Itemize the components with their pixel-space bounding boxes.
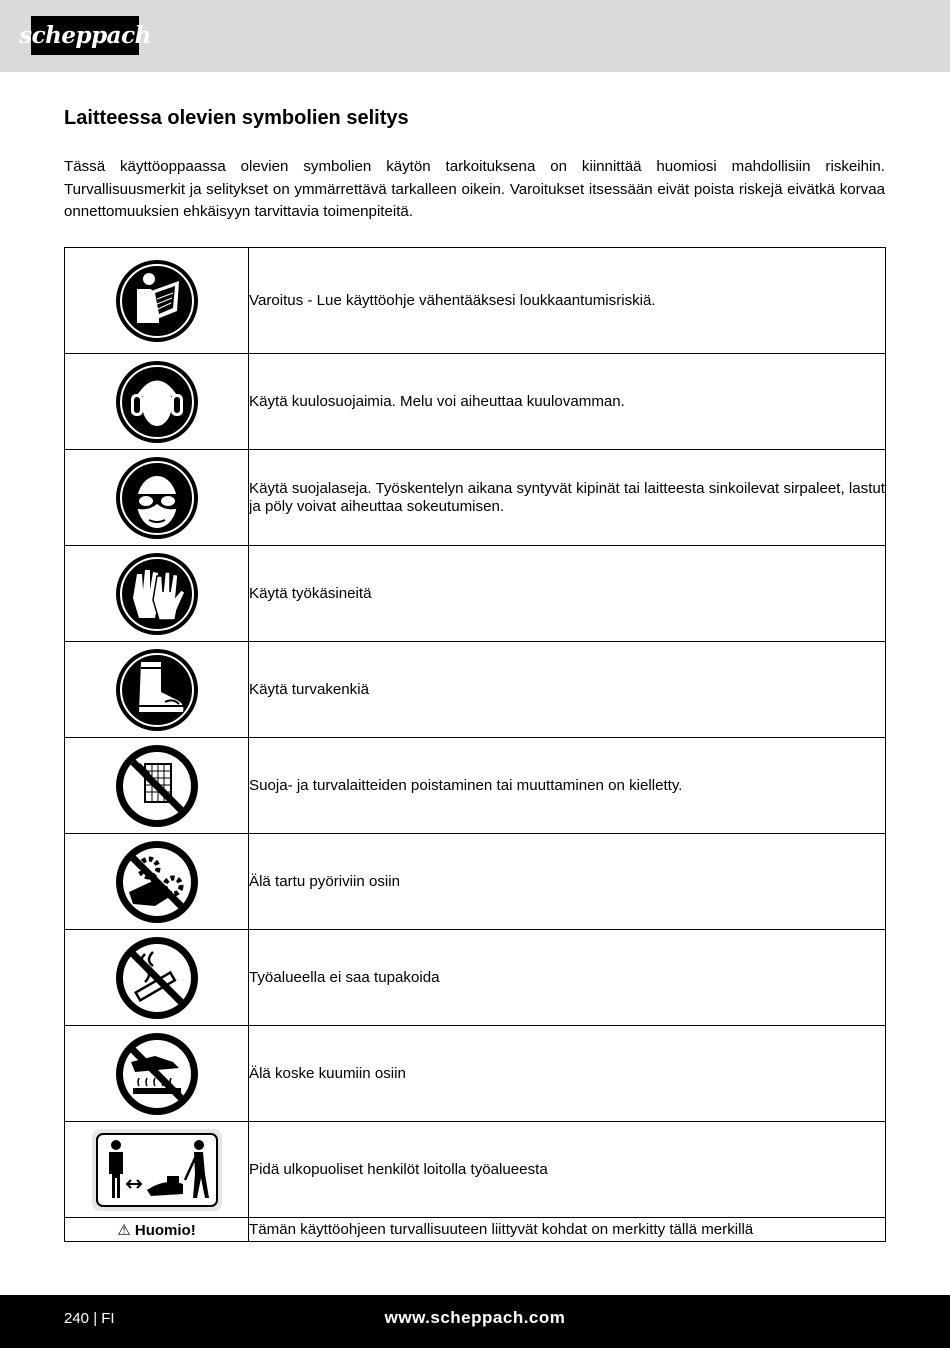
symbol-description: Käytä kuulosuojaimia. Melu voi aiheuttaa kuulovamman. [249,354,886,450]
symbol-icon-cell [65,1122,249,1218]
symbol-icon-cell [65,1026,249,1122]
symbol-icon-cell [65,738,249,834]
symbol-row [65,834,886,930]
intro-paragraph: Tässä käyttöoppaassa olevien symbolien käytön tarkoituksena on kiinnittää huomiosi mahdollisiin riskeihin. Turvallisuusmerkit ja selitykset on ymmärrettävä tarkalleen oikein. Varoitukset itsessään eivät poista riskejä eivätkä korvaa onnettomuuksien ehkäisyyn tarvittavia toimenpiteitä. [64,158,885,220]
symbol-row [65,450,886,546]
no-smoking-icon [115,936,199,1020]
symbol-icon-cell [65,248,249,354]
brand-logo-text: scheppach [19,22,151,49]
header-bar [0,0,950,72]
symbol-row [65,930,886,1026]
symbol-description: Käytä työkäsineitä [249,546,886,642]
symbol-description: Pidä ulkopuoliset henkilöt loitolla työalueesta [249,1122,886,1218]
symbol-row [65,738,886,834]
symbol-description: Suoja- ja turvalaitteiden poistaminen tai muuttaminen on kielletty. [249,738,886,834]
website-url: www.scheppach.com [384,1308,566,1327]
symbol-description: Työalueella ei saa tupakoida [249,930,886,1026]
gloves-icon [115,552,199,636]
symbol-row [65,1122,886,1218]
symbol-icon-cell [65,642,249,738]
symbol-row [65,248,886,354]
footer-bar [0,1295,950,1348]
ear-protection-icon [115,360,199,444]
symbol-icon-cell [65,930,249,1026]
symbol-row [65,642,886,738]
page-number: 240 | FI [64,1310,115,1327]
page-title: Laitteessa olevien symbolien selitys [64,107,409,129]
symbol-row [65,354,886,450]
note-row [65,1218,886,1242]
safety-glasses-icon [115,456,199,540]
read-manual-icon [115,259,199,343]
symbol-icon-cell [65,546,249,642]
symbol-description: Varoitus - Lue käyttöohje vähentääksesi loukkaantumisriskiä. [249,248,886,354]
no-touch-hot-parts-icon [115,1032,199,1116]
note-text: Tämän käyttöohjeen turvallisuuteen liittyvät kohdat on merkitty tällä merkillä [249,1218,886,1242]
symbol-table [64,247,886,1242]
no-touch-rotating-parts-icon [115,840,199,924]
no-guard-removal-icon [115,744,199,828]
symbol-row [65,1026,886,1122]
symbol-icon-cell [65,834,249,930]
symbol-description: Käytä suojalaseja. Työskentelyn aikana syntyvät kipinät tai laitteesta sinkoilevat sirpaleet, lastut ja pöly voivat aiheuttaa sokeutumisen. [249,450,886,546]
keep-bystanders-away-icon [91,1128,223,1212]
symbol-row [65,546,886,642]
symbol-description: Älä koske kuumiin osiin [249,1026,886,1122]
symbol-icon-cell [65,450,249,546]
safety-boots-icon [115,648,199,732]
symbol-description: Käytä turvakenkiä [249,642,886,738]
symbol-icon-cell [65,354,249,450]
symbol-description: Älä tartu pyöriviin osiin [249,834,886,930]
note-label: ⚠ Huomio! [65,1218,249,1242]
brand-logo [19,16,151,55]
